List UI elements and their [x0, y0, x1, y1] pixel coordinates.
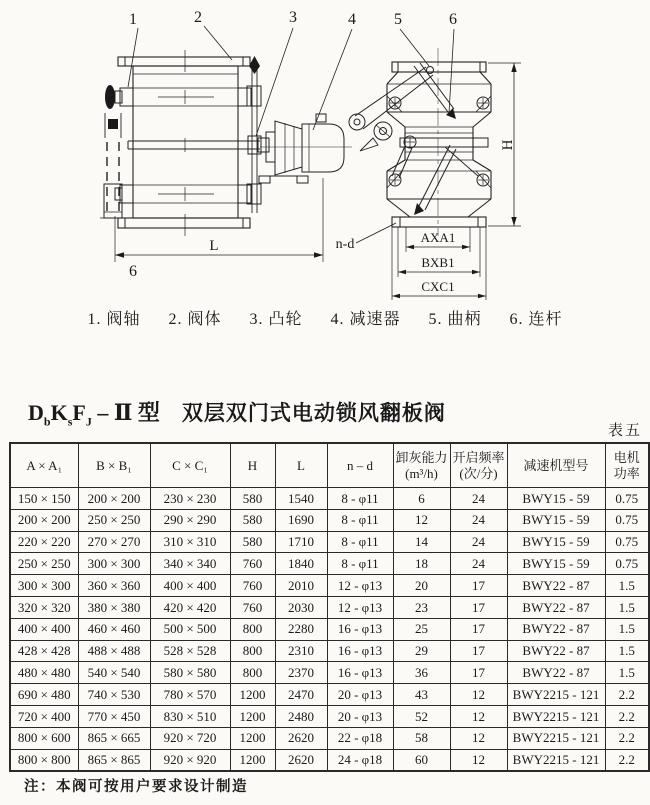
spec-table-head	[10, 443, 649, 488]
table-cell: 300 × 300	[10, 575, 78, 597]
column-header: 开启频率 (次/分)	[450, 443, 507, 488]
dim-L-label: L	[209, 238, 219, 254]
table-cell: 2620	[275, 749, 327, 771]
table-cell: 2030	[275, 596, 327, 618]
table-cell: 760	[230, 575, 275, 597]
table-cell: 12	[450, 749, 507, 771]
table-cell: 230 × 230	[150, 488, 230, 510]
page-title: 双层双门式电动锁风翻板阀	[181, 402, 446, 425]
table-cell: 720 × 400	[10, 705, 78, 727]
table-cell: BWY15 - 59	[507, 488, 605, 510]
table-cell: 580	[230, 509, 275, 531]
dim-C-label: CXC1	[421, 279, 455, 294]
table-cell: BWY15 - 59	[507, 509, 605, 531]
table-cell: 1690	[275, 509, 327, 531]
table-cell: 14	[393, 531, 450, 553]
callout-link-left: 6	[129, 263, 137, 280]
table-cell: 1200	[230, 749, 275, 771]
table-cell: 1.5	[605, 640, 649, 662]
table-cell: 8 - φ11	[327, 553, 393, 575]
column-header: 电机 功率	[605, 443, 649, 488]
column-header: L	[275, 443, 327, 488]
table-cell: 200 × 200	[10, 509, 78, 531]
table-cell: 1540	[275, 488, 327, 510]
table-cell: 580	[230, 488, 275, 510]
table-cell: 1.5	[605, 618, 649, 640]
callout-link: 6	[449, 11, 457, 28]
table-cell: 1710	[275, 531, 327, 553]
table-cell: 8 - φ11	[327, 509, 393, 531]
table-cell: 2.2	[605, 684, 649, 706]
table-cell: 43	[393, 684, 450, 706]
model-designation: $D_bK_sF_J$ – Ⅱ 型	[28, 400, 160, 429]
parts-list-item: 4. 减速器	[330, 311, 401, 328]
column-header: B × B₁	[78, 443, 150, 488]
dimension-L	[115, 178, 323, 262]
table-cell: 12	[393, 509, 450, 531]
column-header: H	[230, 443, 275, 488]
table-cell: 1200	[230, 684, 275, 706]
table-cell: BWY2215 - 121	[507, 705, 605, 727]
table-cell: 2010	[275, 575, 327, 597]
table-cell: BWY22 - 87	[507, 575, 605, 597]
table-cell: BWY22 - 87	[507, 640, 605, 662]
table-cell: 17	[450, 618, 507, 640]
table-cell: 16 - φ13	[327, 640, 393, 662]
table-cell: 25	[393, 618, 450, 640]
table-cell: 800	[230, 618, 275, 640]
table-cell: 1.5	[605, 596, 649, 618]
table-cell: 60	[393, 749, 450, 771]
table-cell: 17	[450, 575, 507, 597]
table-cell: 12	[450, 705, 507, 727]
parts-list-item: 3. 凸轮	[249, 311, 303, 328]
table-cell: 770 × 450	[78, 705, 150, 727]
table-cell: 580	[230, 531, 275, 553]
table-cell: 12	[450, 684, 507, 706]
table-cell: 2.2	[605, 705, 649, 727]
counterweight-knob	[105, 85, 115, 109]
motor-reducer	[258, 114, 352, 183]
table-cell: 0.75	[605, 488, 649, 510]
table-cell: 20	[393, 575, 450, 597]
table-cell: 24	[450, 488, 507, 510]
table-cell: BWY2215 - 121	[507, 684, 605, 706]
table-cell: 270 × 270	[78, 531, 150, 553]
table-cell: 16 - φ13	[327, 618, 393, 640]
table-cell: 20 - φ13	[327, 705, 393, 727]
table-cell: 17	[450, 662, 507, 684]
table-row	[10, 727, 649, 749]
table-cell: 6	[393, 488, 450, 510]
column-header: 卸灰能力 (m³/h)	[393, 443, 450, 488]
column-header: A × A₁	[10, 443, 78, 488]
table-cell: 488 × 488	[78, 640, 150, 662]
table-cell: 1840	[275, 553, 327, 575]
table-cell: 1200	[230, 705, 275, 727]
table-cell: 800 × 600	[10, 727, 78, 749]
table-row	[10, 705, 649, 727]
table-cell: 12 - φ13	[327, 596, 393, 618]
dim-A-label: AXA1	[420, 230, 456, 245]
table-cell: 800	[230, 640, 275, 662]
table-cell: BWY15 - 59	[507, 553, 605, 575]
table-cell: 800	[230, 662, 275, 684]
table-number-label: 表五	[607, 423, 642, 439]
callout-crank: 5	[394, 11, 402, 28]
side-view-drawing	[100, 9, 356, 280]
table-cell: 865 × 665	[78, 727, 150, 749]
table-row	[10, 618, 649, 640]
table-cell: 150 × 150	[10, 488, 78, 510]
table-cell: 528 × 528	[150, 640, 230, 662]
end-view-drawing	[336, 11, 521, 300]
table-cell: 1200	[230, 727, 275, 749]
table-cell: 920 × 720	[150, 727, 230, 749]
spec-table-body	[10, 488, 649, 772]
table-cell: 8 - φ11	[327, 488, 393, 510]
table-row	[10, 509, 649, 531]
table-cell: 12 - φ13	[327, 575, 393, 597]
table-row	[10, 488, 649, 510]
dimension-AXA1	[406, 227, 470, 252]
table-row	[10, 575, 649, 597]
table-cell: 760	[230, 596, 275, 618]
table-cell: BWY2215 - 121	[507, 749, 605, 771]
table-cell: 24 - φ18	[327, 749, 393, 771]
table-row	[10, 531, 649, 553]
table-cell: 23	[393, 596, 450, 618]
table-cell: 920 × 920	[150, 749, 230, 771]
table-cell: 420 × 420	[150, 596, 230, 618]
table-cell: 1.5	[605, 662, 649, 684]
table-row	[10, 749, 649, 771]
table-cell: 16 - φ13	[327, 662, 393, 684]
table-cell: 290 × 290	[150, 509, 230, 531]
table-cell: 52	[393, 705, 450, 727]
column-header: C × C₁	[150, 443, 230, 488]
table-cell: 400 × 400	[150, 575, 230, 597]
table-cell: 500 × 500	[150, 618, 230, 640]
table-cell: 0.75	[605, 553, 649, 575]
table-cell: 690 × 480	[10, 684, 78, 706]
table-cell: 2310	[275, 640, 327, 662]
table-cell: 2.2	[605, 727, 649, 749]
column-header: 减速机型号	[507, 443, 605, 488]
table-cell: 24	[450, 531, 507, 553]
table-cell: 580 × 580	[150, 662, 230, 684]
table-cell: 58	[393, 727, 450, 749]
table-cell: 300 × 300	[78, 553, 150, 575]
table-cell: 2280	[275, 618, 327, 640]
table-cell: 36	[393, 662, 450, 684]
table-cell: 8 - φ11	[327, 531, 393, 553]
table-cell: 22 - φ18	[327, 727, 393, 749]
table-cell: 20 - φ13	[327, 684, 393, 706]
table-cell: BWY15 - 59	[507, 531, 605, 553]
table-cell: 24	[450, 509, 507, 531]
table-row	[10, 596, 649, 618]
parts-list-item: 6. 连杆	[509, 311, 563, 328]
spec-table	[9, 442, 650, 772]
parts-list-item: 2. 阀体	[168, 311, 222, 328]
table-cell: 830 × 510	[150, 705, 230, 727]
dim-B-label: BXB1	[421, 255, 455, 270]
table-cell: 320 × 320	[10, 596, 78, 618]
table-cell: 1.5	[605, 575, 649, 597]
cam-rod-top-marker	[249, 56, 260, 74]
table-cell: BWY22 - 87	[507, 596, 605, 618]
table-cell: 780 × 570	[150, 684, 230, 706]
table-cell: BWY2215 - 121	[507, 727, 605, 749]
callout-reducer: 4	[348, 11, 356, 28]
table-cell: 0.75	[605, 509, 649, 531]
table-cell: 220 × 220	[10, 531, 78, 553]
table-cell: 2.2	[605, 749, 649, 771]
dimension-nd	[336, 223, 396, 252]
table-cell: 740 × 530	[78, 684, 150, 706]
table-cell: 2480	[275, 705, 327, 727]
table-cell: 17	[450, 640, 507, 662]
table-cell: 800 × 800	[10, 749, 78, 771]
table-cell: 760	[230, 553, 275, 575]
table-cell: 0.75	[605, 531, 649, 553]
table-row	[10, 640, 649, 662]
table-cell: 310 × 310	[150, 531, 230, 553]
table-cell: 460 × 460	[78, 618, 150, 640]
table-cell: 250 × 250	[10, 553, 78, 575]
dimension-H	[488, 63, 521, 226]
callout-valve-shaft: 1	[129, 11, 137, 28]
table-cell: 250 × 250	[78, 509, 150, 531]
dim-H-label: H	[500, 139, 516, 151]
table-cell: 29	[393, 640, 450, 662]
table-row	[10, 684, 649, 706]
table-cell: 865 × 865	[78, 749, 150, 771]
table-cell: 200 × 200	[78, 488, 150, 510]
table-cell: 480 × 480	[10, 662, 78, 684]
table-cell: 17	[450, 596, 507, 618]
table-cell: 340 × 340	[150, 553, 230, 575]
callout-valve-body: 2	[194, 9, 202, 26]
valve-technical-drawing	[0, 0, 650, 300]
table-cell: 2370	[275, 662, 327, 684]
parts-list-item: 1. 阀轴	[87, 311, 141, 328]
crank-linkage	[349, 63, 478, 215]
table-cell: 2470	[275, 684, 327, 706]
column-header: n – d	[327, 443, 393, 488]
footnote: 注：本阀可按用户要求设计制造	[24, 779, 248, 795]
callout-cam: 3	[289, 9, 297, 26]
table-cell: 12	[450, 727, 507, 749]
table-cell: BWY22 - 87	[507, 618, 605, 640]
table-cell: 400 × 400	[10, 618, 78, 640]
table-cell: 2620	[275, 727, 327, 749]
dim-nd-label: n-d	[335, 237, 355, 252]
table-cell: 428 × 428	[10, 640, 78, 662]
title-block	[28, 396, 628, 429]
table-cell: BWY22 - 87	[507, 662, 605, 684]
parts-list	[0, 306, 650, 329]
table-cell: 360 × 360	[78, 575, 150, 597]
parts-list-item: 5. 曲柄	[428, 311, 482, 328]
table-cell: 380 × 380	[78, 596, 150, 618]
table-cell: 540 × 540	[78, 662, 150, 684]
table-row	[10, 662, 649, 684]
table-cell: 24	[450, 553, 507, 575]
table-row	[10, 553, 649, 575]
table-cell: 18	[393, 553, 450, 575]
